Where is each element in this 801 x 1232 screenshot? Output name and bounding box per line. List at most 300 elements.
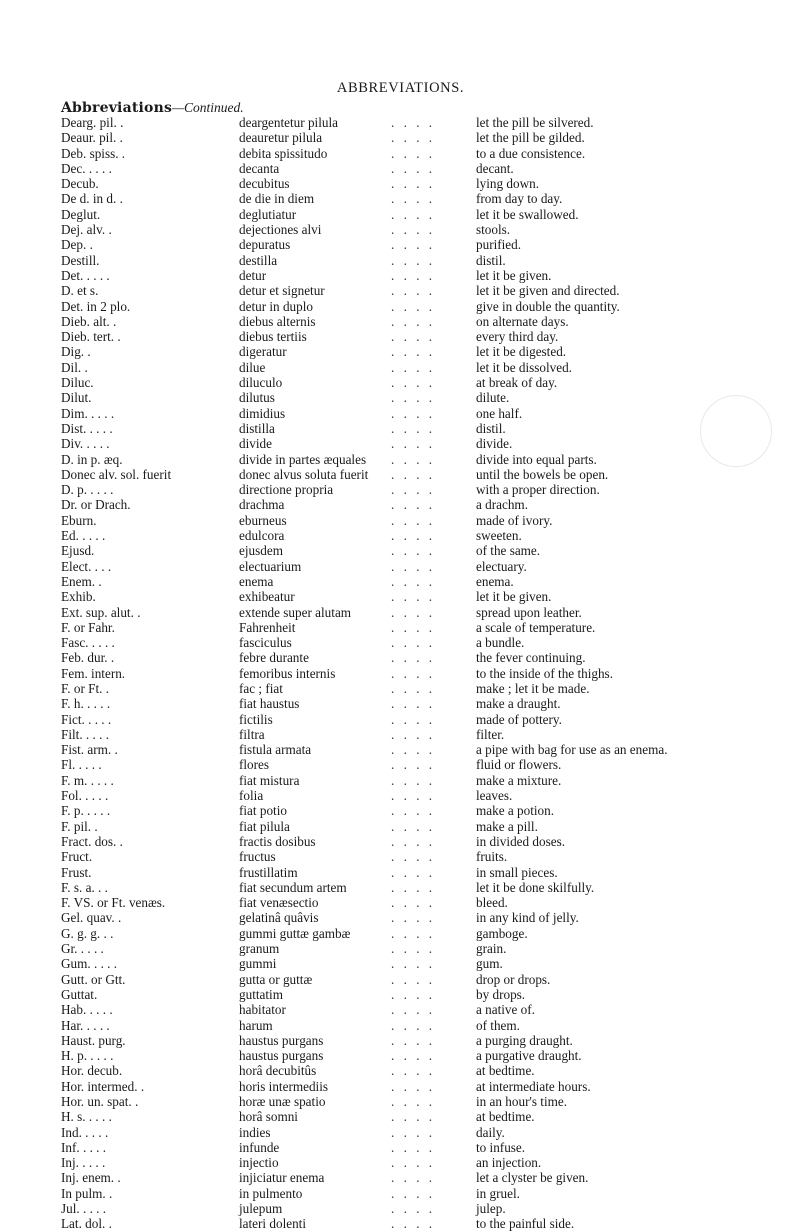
latin-term: exhibeatur — [239, 589, 295, 605]
leader-dots: . . . . — [391, 711, 436, 727]
list-item — [61, 712, 761, 727]
abbreviation: Gum. . . . . — [61, 956, 118, 972]
leader-dots: . . . . — [391, 879, 436, 895]
leader-dots: . . . . — [391, 497, 436, 513]
list-item — [61, 849, 761, 864]
english-meaning: at break of day. — [476, 375, 558, 391]
latin-term: detur et signetur — [239, 283, 325, 299]
english-meaning: fruits. — [476, 849, 508, 865]
abbreviation: Dec. . . . . — [61, 160, 112, 176]
abbreviation: Det. . . . . — [61, 267, 110, 283]
abbreviation: Dilut. — [61, 390, 92, 406]
leader-dots: . . . . — [391, 1124, 436, 1140]
latin-term: depuratus — [239, 237, 291, 253]
list-item — [61, 666, 761, 681]
leader-dots: . . . . — [391, 313, 436, 329]
english-meaning: every third day. — [476, 329, 559, 345]
english-meaning: electuary. — [476, 558, 527, 574]
english-meaning: to the painful side. — [476, 1216, 575, 1232]
abbreviation: Gutt. or Gtt. — [61, 971, 126, 987]
english-meaning: let the pill be silvered. — [476, 115, 594, 130]
latin-term: deglutiatur — [239, 206, 297, 222]
abbreviation: Dist. . . . . — [61, 420, 113, 436]
leader-dots: . . . . — [391, 130, 436, 146]
list-item — [61, 1155, 761, 1170]
leader-dots: . . . . — [391, 1094, 436, 1109]
english-meaning: let it be swallowed. — [476, 206, 579, 222]
list-item — [61, 865, 761, 880]
latin-term: gutta or guttæ — [239, 971, 313, 987]
english-meaning: divide into equal parts. — [476, 451, 597, 467]
abbreviation: Inf. . . . . — [61, 1139, 107, 1155]
list-item — [61, 1201, 761, 1216]
abbreviation: G. g. g. . . — [61, 925, 114, 941]
english-meaning: until the bowels be open. — [476, 466, 609, 482]
abbreviation: Exhib. — [61, 589, 96, 605]
abbreviation: Hor. un. spat. . — [61, 1094, 139, 1109]
english-meaning: purified. — [476, 237, 522, 253]
english-meaning: leaves. — [476, 788, 513, 804]
latin-term: ejusdem — [239, 543, 283, 559]
latin-term: drachma — [239, 497, 285, 513]
latin-term: divide — [239, 436, 272, 452]
list-item — [61, 390, 761, 405]
abbreviation: Diluc. — [61, 375, 94, 391]
english-meaning: gamboge. — [476, 925, 528, 941]
list-item — [61, 696, 761, 711]
english-meaning: to the inside of the thighs. — [476, 665, 613, 681]
leader-dots: . . . . — [391, 405, 436, 421]
leader-dots: . . . . — [391, 803, 436, 819]
abbreviation: Hor. intermed. . — [61, 1078, 145, 1094]
leader-dots: . . . . — [391, 329, 436, 345]
leader-dots: . . . . — [391, 772, 436, 788]
list-item — [61, 620, 761, 635]
latin-term: folia — [239, 788, 264, 804]
english-meaning: in any kind of jelly. — [476, 910, 579, 926]
latin-term: flores — [239, 757, 270, 773]
latin-term: donec alvus soluta fuerit — [239, 466, 369, 482]
leader-dots: . . . . — [391, 589, 436, 605]
latin-term: dilue — [239, 359, 266, 375]
list-item — [61, 650, 761, 665]
leader-dots: . . . . — [391, 466, 436, 482]
english-meaning: on alternate days. — [476, 313, 569, 329]
abbreviation: Dep. . — [61, 237, 93, 253]
abbreviation: Fol. . . . . — [61, 788, 109, 804]
latin-term: de die in diem — [239, 191, 315, 207]
list-item — [61, 1094, 761, 1109]
leader-dots: . . . . — [391, 665, 436, 681]
leader-dots: . . . . — [391, 283, 436, 299]
latin-term: extende super alutam — [239, 604, 352, 620]
latin-term: injiciatur enema — [239, 1170, 325, 1186]
abbreviation: Ind. . . . . — [61, 1124, 109, 1140]
list-item — [61, 757, 761, 772]
list-item — [61, 956, 761, 971]
leader-dots: . . . . — [391, 344, 436, 360]
english-meaning: distil. — [476, 420, 506, 436]
latin-term: edulcora — [239, 528, 285, 544]
english-meaning: from day to day. — [476, 191, 563, 207]
list-item — [61, 1033, 761, 1048]
leader-dots: . . . . — [391, 895, 436, 911]
leader-dots: . . . . — [391, 1201, 436, 1217]
english-meaning: let it be dissolved. — [476, 359, 572, 375]
english-meaning: decant. — [476, 160, 514, 176]
english-meaning: sweeten. — [476, 528, 522, 544]
abbreviation: D. in p. æq. — [61, 451, 123, 467]
english-meaning: make a potion. — [476, 803, 555, 819]
leader-dots: . . . . — [391, 680, 436, 696]
list-item — [61, 482, 761, 497]
leader-dots: . . . . — [391, 1032, 436, 1048]
abbreviation: Dieb. tert. . — [61, 329, 121, 345]
latin-term: detur — [239, 267, 267, 283]
leader-dots: . . . . — [391, 1078, 436, 1094]
list-item — [61, 299, 761, 314]
english-meaning: lying down. — [476, 176, 540, 192]
list-item — [61, 972, 761, 987]
leader-dots: . . . . — [391, 604, 436, 620]
english-meaning: stools. — [476, 222, 511, 238]
leader-dots: . . . . — [391, 1170, 436, 1186]
leader-dots: . . . . — [391, 1216, 436, 1232]
latin-term: granum — [239, 941, 280, 957]
latin-term: haustus purgans — [239, 1048, 324, 1064]
latin-term: guttatim — [239, 986, 283, 1002]
english-meaning: in an hour's time. — [476, 1094, 568, 1109]
leader-dots: . . . . — [391, 436, 436, 452]
list-item — [61, 1216, 761, 1231]
english-meaning: let it be given. — [476, 267, 552, 283]
list-item — [61, 161, 761, 176]
list-item — [61, 360, 761, 375]
list-item — [61, 344, 761, 359]
leader-dots: . . . . — [391, 420, 436, 436]
english-meaning: at bedtime. — [476, 1109, 535, 1125]
leader-dots: . . . . — [391, 115, 436, 130]
list-item — [61, 559, 761, 574]
abbreviation: Fem. intern. — [61, 665, 126, 681]
abbreviation: Dr. or Drach. — [61, 497, 131, 513]
english-meaning: dilute. — [476, 390, 510, 406]
english-meaning: distil. — [476, 252, 506, 268]
abbreviation: In pulm. . — [61, 1185, 113, 1201]
leader-dots: . . . . — [391, 696, 436, 712]
latin-term: deauretur pilula — [239, 130, 323, 146]
abbreviation: Fasc. . . . . — [61, 635, 115, 651]
leader-dots: . . . . — [391, 1155, 436, 1171]
abbreviation: F. VS. or Ft. venæs. — [61, 895, 166, 911]
abbreviation-list — [61, 115, 761, 1232]
english-meaning: made of ivory. — [476, 512, 553, 528]
english-meaning: a pipe with bag for use as an enema. — [476, 742, 668, 758]
latin-term: gummi — [239, 956, 277, 972]
library-stamp-watermark — [700, 395, 772, 467]
english-meaning: make ; let it be made. — [476, 680, 590, 696]
leader-dots: . . . . — [391, 252, 436, 268]
leader-dots: . . . . — [391, 956, 436, 972]
list-item — [61, 375, 761, 390]
latin-term: febre durante — [239, 650, 309, 666]
english-meaning: daily. — [476, 1124, 505, 1140]
abbreviation: D. p. . . . . — [61, 482, 114, 498]
english-meaning: an injection. — [476, 1155, 542, 1171]
list-item — [61, 176, 761, 191]
abbreviation: Deaur. pil. . — [61, 130, 123, 146]
latin-term: infunde — [239, 1139, 280, 1155]
latin-term: habitator — [239, 1002, 286, 1018]
list-item — [61, 987, 761, 1002]
list-item — [61, 1125, 761, 1140]
latin-term: frustillatim — [239, 864, 298, 880]
latin-term: debita spissitudo — [239, 145, 328, 161]
english-meaning: enema. — [476, 573, 514, 589]
list-item — [61, 1002, 761, 1017]
abbreviation: Destill. — [61, 252, 100, 268]
abbreviation: Hor. decub. — [61, 1063, 123, 1079]
abbreviation: Ejusd. — [61, 543, 95, 559]
latin-term: fiat mistura — [239, 772, 300, 788]
leader-dots: . . . . — [391, 191, 436, 207]
abbreviation: Enem. . — [61, 573, 102, 589]
leader-dots: . . . . — [391, 864, 436, 880]
english-meaning: spread upon leather. — [476, 604, 582, 620]
leader-dots: . . . . — [391, 160, 436, 176]
list-item — [61, 1186, 761, 1201]
list-item — [61, 436, 761, 451]
abbreviation: Eburn. — [61, 512, 97, 528]
abbreviation: F. m. . . . . — [61, 772, 114, 788]
english-meaning: let the pill be gilded. — [476, 130, 585, 146]
english-meaning: fluid or flowers. — [476, 757, 562, 773]
english-meaning: a purgative draught. — [476, 1048, 582, 1064]
abbreviation: Dig. . — [61, 344, 91, 360]
leader-dots: . . . . — [391, 849, 436, 865]
list-item — [61, 727, 761, 742]
abbreviation: Guttat. — [61, 986, 98, 1002]
list-item — [61, 146, 761, 161]
leader-dots: . . . . — [391, 573, 436, 589]
list-item — [61, 574, 761, 589]
latin-term: destilla — [239, 252, 278, 268]
abbreviation: Gel. quav. . — [61, 910, 122, 926]
abbreviation: Elect. . . . — [61, 558, 112, 574]
list-item — [61, 681, 761, 696]
english-meaning: make a mixture. — [476, 772, 562, 788]
latin-term: horâ somni — [239, 1109, 298, 1125]
english-meaning: drop or drops. — [476, 971, 551, 987]
latin-term: gummi guttæ gambæ — [239, 925, 351, 941]
list-item — [61, 115, 761, 130]
list-item — [61, 406, 761, 421]
english-meaning: a drachm. — [476, 497, 528, 513]
english-meaning: filter. — [476, 726, 505, 742]
leader-dots: . . . . — [391, 1139, 436, 1155]
abbreviation: Fist. arm. . — [61, 742, 118, 758]
list-item — [61, 1063, 761, 1078]
english-meaning: a purging draught. — [476, 1032, 573, 1048]
list-item — [61, 543, 761, 558]
list-item — [61, 467, 761, 482]
abbreviation: F. p. . . . . — [61, 803, 111, 819]
section-title-main: Abbreviations — [61, 100, 173, 116]
abbreviation: Deglut. — [61, 206, 101, 222]
running-head: ABBREVIATIONS. — [336, 80, 465, 96]
list-item — [61, 819, 761, 834]
leader-dots: . . . . — [391, 512, 436, 528]
abbreviation: Ed. . . . . — [61, 528, 106, 544]
list-item — [61, 253, 761, 268]
leader-dots: . . . . — [391, 650, 436, 666]
leader-dots: . . . . — [391, 390, 436, 406]
abbreviation: Hab. . . . . — [61, 1002, 113, 1018]
list-item — [61, 895, 761, 910]
abbreviation: Ext. sup. alut. . — [61, 604, 141, 620]
latin-term: haustus purgans — [239, 1032, 324, 1048]
leader-dots: . . . . — [391, 635, 436, 651]
abbreviation: Dim. . . . . — [61, 405, 115, 421]
abbreviation: Deb. spiss. . — [61, 145, 126, 161]
english-meaning: let it be given. — [476, 589, 552, 605]
leader-dots: . . . . — [391, 941, 436, 957]
list-item — [61, 1079, 761, 1094]
abbreviation: Inj. enem. . — [61, 1170, 121, 1186]
english-meaning: in divided doses. — [476, 833, 566, 849]
english-meaning: a bundle. — [476, 635, 525, 651]
list-item — [61, 635, 761, 650]
list-item — [61, 1109, 761, 1124]
leader-dots: . . . . — [391, 222, 436, 238]
abbreviation: F. or Ft. . — [61, 680, 110, 696]
english-meaning: with a proper direction. — [476, 482, 600, 498]
english-meaning: by drops. — [476, 986, 526, 1002]
leader-dots: . . . . — [391, 925, 436, 941]
leader-dots: . . . . — [391, 298, 436, 314]
english-meaning: bleed. — [476, 895, 508, 911]
leader-dots: . . . . — [391, 1048, 436, 1064]
list-item — [61, 283, 761, 298]
english-meaning: let it be given and directed. — [476, 283, 620, 299]
abbreviation: Frust. — [61, 864, 92, 880]
latin-term: diluculo — [239, 375, 283, 391]
leader-dots: . . . . — [391, 818, 436, 834]
list-item — [61, 237, 761, 252]
list-item — [61, 803, 761, 818]
list-item — [61, 528, 761, 543]
english-meaning: at intermediate hours. — [476, 1078, 591, 1094]
english-meaning: make a pill. — [476, 818, 538, 834]
list-item — [61, 1018, 761, 1033]
leader-dots: . . . . — [391, 742, 436, 758]
english-meaning: in small pieces. — [476, 864, 558, 880]
english-meaning: give in double the quantity. — [476, 298, 620, 314]
leader-dots: . . . . — [391, 986, 436, 1002]
english-meaning: to a due consistence. — [476, 145, 586, 161]
latin-term: dimidius — [239, 405, 286, 421]
leader-dots: . . . . — [391, 543, 436, 559]
list-item — [61, 452, 761, 467]
abbreviation: Haust. purg. — [61, 1032, 126, 1048]
latin-term: decanta — [239, 160, 280, 176]
latin-term: fructus — [239, 849, 276, 865]
latin-term: divide in partes æquales — [239, 451, 367, 467]
leader-dots: . . . . — [391, 237, 436, 253]
abbreviation: Fruct. — [61, 849, 93, 865]
list-item — [61, 329, 761, 344]
english-meaning: made of pottery. — [476, 711, 562, 727]
abbreviation: De d. in d. . — [61, 191, 123, 207]
abbreviation: Feb. dur. . — [61, 650, 115, 666]
leader-dots: . . . . — [391, 206, 436, 222]
leader-dots: . . . . — [391, 1185, 436, 1201]
leader-dots: . . . . — [391, 971, 436, 987]
leader-dots: . . . . — [391, 145, 436, 161]
leader-dots: . . . . — [391, 451, 436, 467]
list-item — [61, 314, 761, 329]
latin-term: enema — [239, 573, 274, 589]
latin-term: detur in duplo — [239, 298, 313, 314]
latin-term: diebus alternis — [239, 313, 316, 329]
latin-term: eburneus — [239, 512, 287, 528]
latin-term: gelatinâ quâvis — [239, 910, 319, 926]
abbreviation: Jul. . . . . — [61, 1201, 107, 1217]
latin-term: distilla — [239, 420, 275, 436]
leader-dots: . . . . — [391, 757, 436, 773]
english-meaning: divide. — [476, 436, 513, 452]
english-meaning: the fever continuing. — [476, 650, 586, 666]
latin-term: fac ; fiat — [239, 680, 283, 696]
list-item — [61, 513, 761, 528]
latin-term: indies — [239, 1124, 271, 1140]
list-item — [61, 207, 761, 222]
latin-term: harum — [239, 1017, 273, 1033]
latin-term: Fahrenheit — [239, 619, 296, 635]
list-item — [61, 268, 761, 283]
latin-term: fiat potio — [239, 803, 287, 819]
abbreviation: Har. . . . . — [61, 1017, 110, 1033]
latin-term: in pulmento — [239, 1185, 303, 1201]
list-item — [61, 773, 761, 788]
latin-term: fistula armata — [239, 742, 312, 758]
list-item — [61, 1170, 761, 1185]
list-item — [61, 910, 761, 925]
abbreviation: H. p. . . . . — [61, 1048, 114, 1064]
list-item — [61, 926, 761, 941]
latin-term: electuarium — [239, 558, 302, 574]
leader-dots: . . . . — [391, 788, 436, 804]
latin-term: lateri dolenti — [239, 1216, 307, 1232]
latin-term: injectio — [239, 1155, 279, 1171]
latin-term: fiat haustus — [239, 696, 300, 712]
leader-dots: . . . . — [391, 176, 436, 192]
abbreviation: F. pil. . — [61, 818, 98, 834]
leader-dots: . . . . — [391, 528, 436, 544]
english-meaning: let a clyster be given. — [476, 1170, 589, 1186]
list-item — [61, 605, 761, 620]
abbreviation: Dieb. alt. . — [61, 313, 117, 329]
abbreviation: Lat. dol. . — [61, 1216, 112, 1232]
leader-dots: . . . . — [391, 482, 436, 498]
english-meaning: to infuse. — [476, 1139, 526, 1155]
english-meaning: of them. — [476, 1017, 520, 1033]
leader-dots: . . . . — [391, 1002, 436, 1018]
english-meaning: julep. — [476, 1201, 506, 1217]
latin-term: fiat pilula — [239, 818, 290, 834]
latin-term: fictilis — [239, 711, 273, 727]
list-item — [61, 497, 761, 512]
